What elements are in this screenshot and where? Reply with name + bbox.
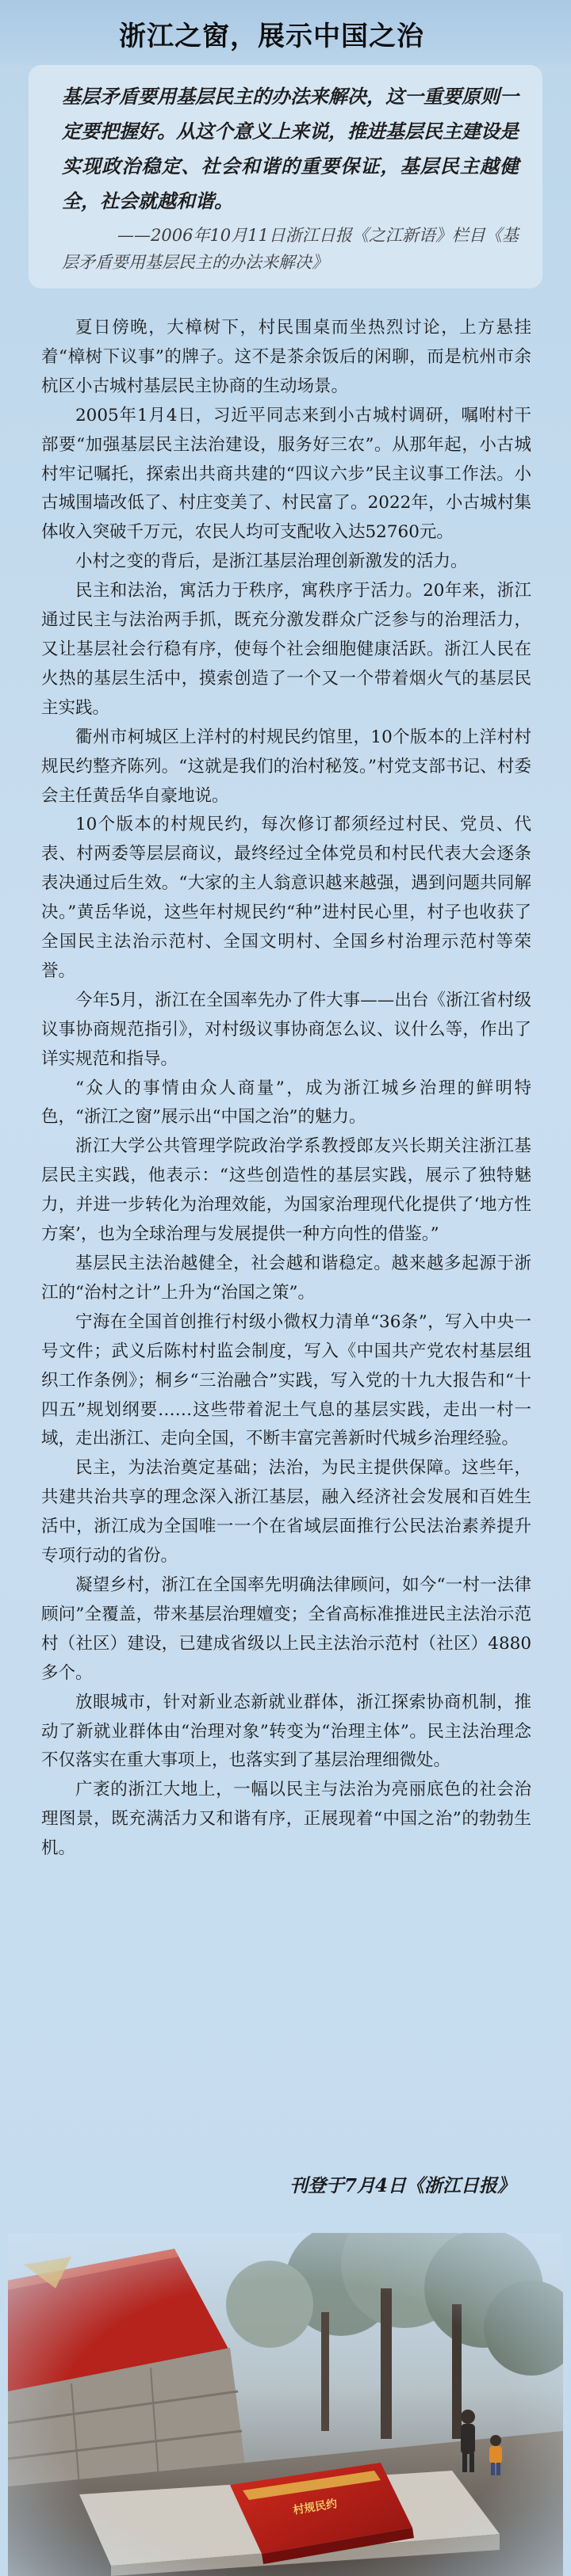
article-paragraph: 夏日傍晚，大樟树下，村民围桌而坐热烈讨论，上方悬挂着“樟树下议事”的牌子。这不是茶余饭后的闲聊，而是杭州市余杭区小古城村基层民主协商的生动场景。 [41,318,531,396]
article-paragraph: 民主，为法治奠定基础；法治，为民主提供保障。这些年，共建共治共享的理念深入浙江基层，融入经济社会发展和百姓生活中，浙江成为全国唯一一个在省域层面推行公民法治素养提升专项行动的省份。 [41,1458,531,1567]
article-paragraph: 凝望乡村，浙江在全国率先明确法律顾问，如今“一村一法律顾问”全覆盖，带来基层治理嬗变；全省高标准推进民主法治示范村（社区）建设，已建成省级以上民主法治示范村（社区）4880多个。 [41,1574,531,1683]
article-paragraph: 浙江大学公共管理学院政治学系教授郎友兴长期关注浙江基层民主实践，他表示：“这些创造性的基层实践，展示了独特魅力，并进一步转化为治理效能，为国家治理现代化提供了‘地方性方案’，也为全球治理与发展提供一种方向性的借鉴。” [41,1136,531,1245]
village-photo [8,2233,563,2576]
article-paragraph: 2005年1月4日，习近平同志来到小古城村调研，嘱咐村干部要“加强基层民主法治建设，服务好三农”。从那年起，小古城村牢记嘱托，探索出共商共建的“四议六步”民主议事工作法。小古城围墙改低了、村庄变美了、村民富了。2022年，小古城村集体收入突破千万元，农民人均可支配收入达52760元。 [41,405,531,543]
quote-text: 基层矛盾要用基层民主的办法来解决，这一重要原则一定要把握好。从这个意义上来说，推进基层民主建设是实现政治稳定、社会和谐的重要保证，基层民主越健全，社会就越和谐。 [62,85,519,212]
article-paragraph: 放眼城市，针对新业态新就业群体，浙江探索协商机制，推动了新就业群体由“治理对象”转变为“治理主体”。民主法治理念不仅落实在重大事项上，也落实到了基层治理细微处。 [41,1692,531,1771]
article-paragraph: 宁海在全国首创推行村级小微权力清单“36条”，写入中央一号文件；武义后陈村村监会制度，写入《中国共产党农村基层组织工作条例》；桐乡“三治融合”实践，写入党的十九大报告和“十四五”规划纲要……这些带着泥土气息的基层实践，走出一村一域，走出浙江、走向全国，不断丰富完善新时代城乡治理经验。 [41,1311,531,1449]
article-paragraph: 10个版本的村规民约，每次修订都须经过村民、党员、代表、村两委等层层商议，最终经过全体党员和村民代表大会逐条表决通过后生效。“大家的主人翁意识越来越强，遇到问题共同解决。”黄岳华说，这些年村规民约“种”进村民心里，村子也收获了全国民主法治示范村、全国文明村、全国乡村治理示范村等荣誉。 [41,815,531,981]
article-paragraph: 今年5月，浙江在全国率先办了件大事——出台《浙江省村级议事协商规范指引》，对村级议事协商怎么议、议什么等，作出了详实规范和指导。 [41,990,531,1069]
article-paragraph: 民主和法治，寓活力于秩序，寓秩序于活力。20年来，浙江通过民主与法治两手抓，既充分激发群众广泛参与的治理活力，又让基层社会行稳有序，使每个社会细胞健康活跃。浙江人民在火热的基层生活中，摸索创造了一个又一个带着烟火气的基层民主实践。 [41,581,531,718]
article-paragraph: 小村之变的背后，是浙江基层治理创新激发的活力。 [75,551,468,572]
quote-source: ——2006年10月11日浙江日报《之江新语》栏目《基层矛盾要用基层民主的办法来解决》 [62,226,519,272]
quote-box [29,65,542,288]
article-paragraph: 基层民主法治越健全，社会越和谐稳定。越来越多起源于浙江的“治村之计”上升为“治国之策”。 [41,1254,531,1303]
page-title: 浙江之窗，展示中国之治 [119,21,424,52]
header-band [0,0,571,65]
article-paragraph: 广袤的浙江大地上，一幅以民主与法治为亮丽底色的社会治理图景，既充满活力又和谐有序，正展现着“中国之治”的勃勃生机。 [41,1780,531,1859]
article-paragraph: 衢州市柯城区上洋村的村规民约馆里，10个版本的上洋村村规民约整齐陈列。“这就是我们的治村秘笈。”村党支部书记、村委会主任黄岳华自豪地说。 [41,727,531,806]
article-paragraph: “众人的事情由众人商量”，成为浙江城乡治理的鲜明特色，“浙江之窗”展示出“中国之治”的魅力。 [41,1078,531,1128]
publication-credit: 刊登于7月4日《浙江日报》 [289,2175,515,2196]
article-body [41,314,531,1864]
